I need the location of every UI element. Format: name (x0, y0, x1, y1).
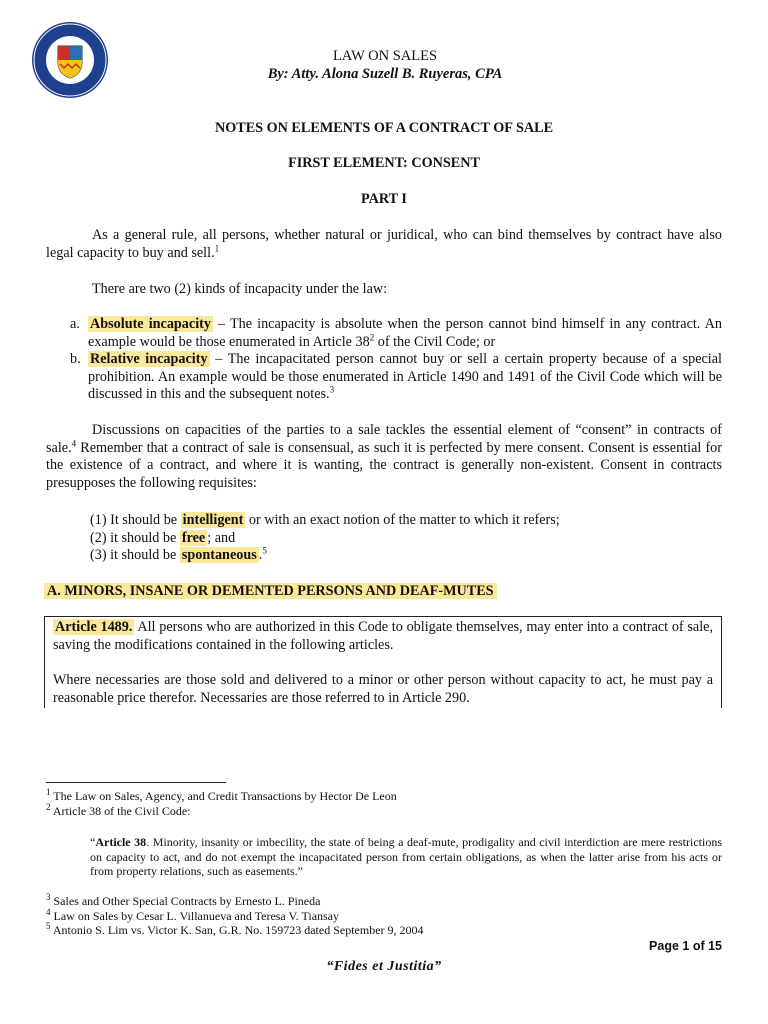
requisite-suffix: ; and (207, 529, 236, 546)
requisite-prefix: (3) it should be (90, 547, 180, 564)
list-item-text-end: of the Civil Code; or (374, 333, 496, 350)
highlighted-term: Absolute incapacity (90, 316, 211, 332)
footnote-4 (46, 906, 722, 924)
list-item-text: – The incapacity is absolute when the person cannot bind himself in any contract. An example would be those enumerated in Article 38 (88, 316, 722, 350)
paragraph-general-rule (46, 227, 722, 262)
list-marker-a: a. (70, 316, 80, 332)
article-paragraph (53, 619, 713, 654)
footnote-text: Sales and Other Special Contracts by Ernesto L. Pineda (50, 893, 321, 908)
footnote-number: 1 (46, 787, 51, 797)
list-item-text: – The incapacitated person cannot buy or sell a certain property because of a special prohibition. An example would be those enumerated in Article 1490 and 1491 of the Civil Code which will be discussed in this and the subsequent notes. (88, 351, 722, 403)
footnote-ref-1: 1 (214, 242, 220, 253)
part-heading: PART I (361, 191, 407, 207)
footnote-5 (46, 923, 722, 938)
footnote-number: 4 (46, 906, 51, 917)
element-heading: FIRST ELEMENT: CONSENT (288, 155, 480, 171)
footnote-text: Antonio S. Lim vs. Victor K. San, G.R. No. 159723 dated September 9, 2004 (50, 923, 424, 938)
footnote-number: 5 (46, 921, 51, 932)
footnote-2-quote (90, 835, 722, 879)
paragraph-text: As a general rule, all persons, whether natural or juridical, who can bind themselves by contract have also legal capacity to buy and sell. (46, 227, 722, 261)
quote-label: Article 38 (95, 835, 147, 850)
highlighted-term: intelligent (182, 512, 244, 528)
requisite-suffix: . (258, 547, 263, 564)
footnote-2 (46, 801, 722, 819)
footnote-3 (46, 891, 722, 909)
section-heading-minors (44, 583, 497, 601)
highlighted-term: Relative incapacity (90, 351, 208, 367)
paragraph-consent (46, 422, 722, 492)
list-item-absolute-incapacity (88, 316, 722, 351)
footnote-number: 3 (46, 891, 51, 902)
paragraph-text-cont: Remember that a contract of sale is consensual, as such it is perfected by mere consent. Consent is essential for the existence of a contract, and where it is wanting, the contract is generally non-existent. Consent in contracts presupposes the following requisites: (46, 439, 722, 491)
footnote-text: The Law on Sales, Agency, and Credit Transactions by Hector De Leon (50, 789, 397, 803)
requisite-prefix: (1) It should be (90, 512, 181, 528)
footnote-number: 2 (46, 801, 51, 812)
quote-text: . Minority, insanity or imbecility, the state of being a deaf-mute, prodigality and civil interdiction are mere restrictions on capacity to act, and do not exempt the incapacitated person from certain obligations, as when the latter arise from his acts or from property relations, such as easements.” (90, 835, 722, 879)
footnote-separator (46, 782, 226, 783)
motto: “Fides et Justitia” (326, 959, 442, 974)
footnote-1 (46, 789, 722, 804)
highlighted-term: spontaneous (181, 547, 257, 564)
document-title: LAW ON SALES (332, 48, 438, 64)
notes-heading: NOTES ON ELEMENTS OF A CONTRACT OF SALE (214, 120, 554, 136)
list-marker-b: b. (70, 351, 81, 367)
article-label: Article 1489. (55, 619, 133, 635)
footnote-ref-3: 3 (329, 384, 335, 395)
requisites-list (90, 512, 722, 565)
footnote-ref-5: 5 (262, 545, 267, 556)
footnotes (46, 789, 722, 938)
footnote-text: Article 38 of the Civil Code: (50, 803, 191, 818)
requisite-item (90, 512, 722, 530)
footnote-text: Law on Sales by Cesar L. Villanueva and Teresa V. Tiansay (50, 908, 340, 923)
requisite-item (90, 547, 722, 565)
article-text: All persons who are authorized in this Code to obligate themselves, may enter into a contract of sale, saving the modifications contained in the following articles. (53, 619, 713, 653)
requisite-suffix: or with an exact notion of the matter to which it refers; (245, 512, 560, 528)
requisite-prefix: (2) it should be (90, 529, 180, 546)
article-paragraph-necessaries: Where necessaries are those sold and delivered to a minor or other person without capacity to act, he must pay a reasonable price therefor. Necessaries are those referred to in Article 290. (53, 672, 713, 706)
page-number: Page 1 of 15 (649, 939, 722, 953)
quote-open: “ (90, 835, 96, 850)
list-item-relative-incapacity (88, 351, 722, 404)
section-heading-text: A. MINORS, INSANE OR DEMENTED PERSONS AND DEAF-MUTES (44, 583, 497, 599)
paragraph-text: Discussions on capacities of the parties to a sale tackles the essential element of “consent” in contracts of sale. (46, 422, 722, 456)
footnote-ref-4: 4 (71, 437, 77, 448)
footnote-ref-2: 2 (369, 331, 375, 342)
highlighted-term: free (181, 529, 206, 546)
document-author: By: Atty. Alona Suzell B. Ruyeras, CPA (267, 66, 503, 82)
paragraph-incapacity-kinds: There are two (2) kinds of incapacity under the law: (92, 281, 388, 297)
ateneo-seal-logo (30, 20, 110, 100)
requisite-item (90, 530, 722, 548)
article-1489-box (44, 616, 722, 708)
